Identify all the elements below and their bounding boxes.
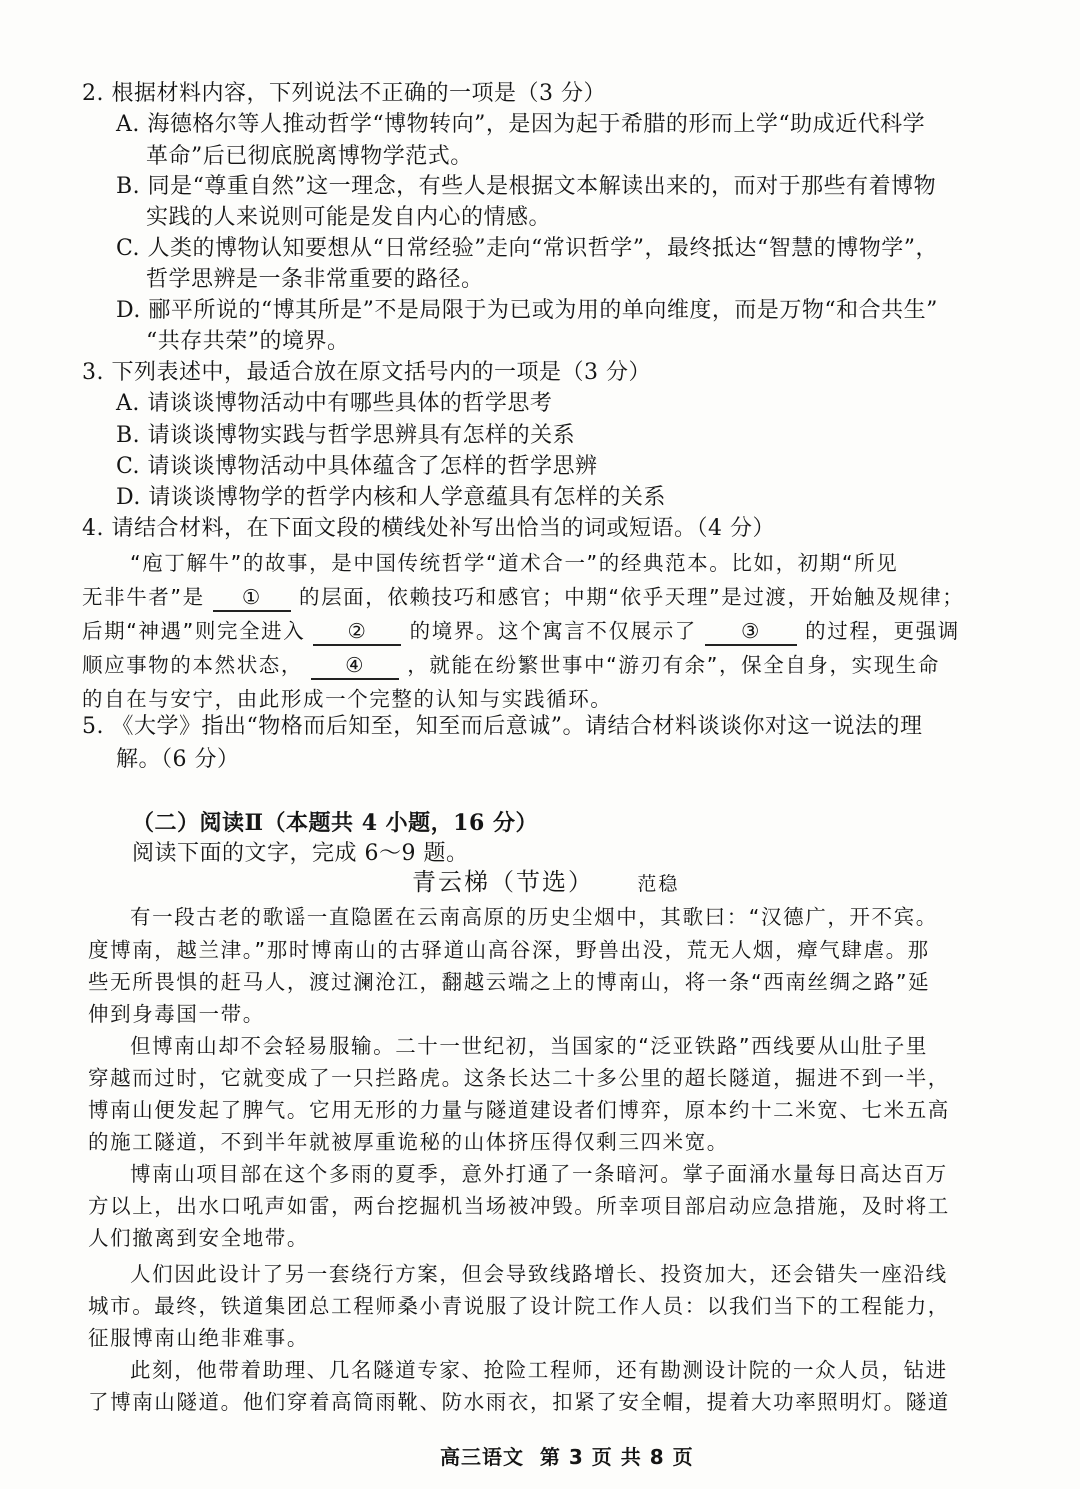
q5-line2: 解。（6 分）	[116, 747, 240, 772]
passage-line: 了博南山隧道。他们穿着高筒雨靴、防水雨衣，扣紧了安全帽，提着大功率照明灯。隧道	[88, 1390, 950, 1414]
q2-option-c-line2: 哲学思辨是一条非常重要的路径。	[146, 267, 484, 292]
q4-text-line3	[82, 616, 960, 646]
passage-title-row	[412, 867, 679, 899]
passage-line: 度博南，越兰津。”那时博南山的古驿道山高谷深，野兽出没，荒无人烟，瘴气肆虐。那	[88, 938, 930, 962]
blank-1-marker: ①	[241, 585, 262, 609]
passage-title: 青云梯（节选）	[412, 868, 594, 896]
q4-text-line4	[82, 650, 940, 680]
passage-line: 征服博南山绝非难事。	[88, 1326, 309, 1350]
passage-line: 人们撤离到安全地带。	[88, 1226, 309, 1250]
q3-option-a: A. 请谈谈博物活动中有哪些具体的哲学思考	[116, 391, 553, 416]
blank-3[interactable]	[705, 618, 797, 646]
q4-text-line2	[82, 582, 964, 612]
q3-stem: 3. 下列表述中，最适合放在原文括号内的一项是（3 分）	[82, 360, 651, 385]
passage-line: 博南山便发起了脾气。它用无形的力量与隧道建设者们博弈，原本约十二米宽、七米五高	[88, 1098, 950, 1122]
q2-option-d-line1: D. 郦平所说的“博其所是”不是局限于为已或为用的单向维度，而是万物“和合共生”	[116, 298, 938, 323]
q4-text-line3-end: 的过程，更强调	[805, 619, 960, 643]
passage-line: 的施工隧道，不到半年就被厚重诡秘的山体挤压得仅剩三四米宽。	[88, 1130, 729, 1154]
passage-author: 范稳	[637, 873, 680, 895]
q3-option-c: C. 请谈谈博物活动中具体蕴含了怎样的哲学思辨	[116, 454, 598, 479]
passage-line: 有一段古老的歌谣一直隐匿在云南高原的历史尘烟中，其歌曰：“汉德广，开不宾。	[130, 905, 938, 929]
q4-text-line2-start: 无非牛者”是	[82, 585, 205, 609]
q4-text-line2-end: 的层面，依赖技巧和感官；中期“依乎天理”是过渡，开始触及规律；	[298, 585, 965, 609]
q2-option-b-line2: 实践的人来说则可能是发自内心的情感。	[146, 205, 552, 230]
q2-stem: 2. 根据材料内容，下列说法不正确的一项是（3 分）	[82, 81, 606, 106]
q4-text-line3-mid: 的境界。这个寓言不仅展示了	[409, 619, 697, 643]
passage-line: 方以上，出水口吼声如雷，两台挖掘机当场被冲毁。所幸项目部启动应急措施，及时将工	[88, 1194, 950, 1218]
blank-4-marker: ④	[345, 653, 366, 677]
q4-text-line5: 的自在与安宁，由此形成一个完整的认知与实践循环。	[82, 687, 613, 711]
passage-line: 此刻，他带着助理、几名隧道专家、抢险工程师，还有勘测设计院的一众人员，钻进	[130, 1358, 948, 1382]
q5-line1: 5. 《大学》指出“物格而后知至，知至而后意诚”。请结合材料谈谈你对这一说法的理	[82, 714, 923, 739]
passage-line: 穿越而过时，它就变成了一只拦路虎。这条长达二十多公里的超长隧道，掘进不到一半，	[88, 1066, 950, 1090]
blank-4[interactable]	[311, 652, 399, 680]
passage-line: 但博南山却不会轻易服输。二十一世纪初，当国家的“泛亚铁路”西线要从山肚子里	[130, 1034, 928, 1058]
blank-1[interactable]	[213, 584, 291, 612]
q2-option-b-line1: B. 同是“尊重自然”这一理念，有些人是根据文本解读出来的，而对于那些有着博物	[116, 174, 937, 199]
section-2-heading: （二）阅读Ⅱ（本题共 4 小题，16 分）	[132, 810, 538, 836]
q4-text-line1: “庖丁解牛”的故事，是中国传统哲学“道术合一”的经典范本。比如，初期“所见	[130, 551, 899, 575]
q2-option-a-line2: 革命”后已彻底脱离博物学范式。	[146, 144, 473, 169]
page-footer: 高三语文 第 3 页 共 8 页	[440, 1445, 694, 1469]
q3-option-b: B. 请谈谈博物实践与哲学思辨具有怎样的关系	[116, 423, 576, 448]
q2-option-a-line1: A. 海德格尔等人推动哲学“博物转向”，是因为起于希腊的形而上学“助成近代科学	[116, 112, 926, 137]
q4-text-line4-start: 顺应事物的本然状态，	[82, 653, 303, 677]
q2-option-d-line2: “共存共荣”的境界。	[146, 329, 350, 354]
passage-line: 些无所畏惧的赶马人，渡过澜沧江，翻越云端之上的博南山，将一条“西南丝绸之路”延	[88, 970, 931, 994]
q4-stem: 4. 请结合材料，在下面文段的横线处补写出恰当的词或短语。（4 分）	[82, 516, 775, 541]
passage-line: 博南山项目部在这个多雨的夏季，意外打通了一条暗河。掌子面涌水量每日高达百万	[130, 1162, 948, 1186]
passage-line: 人们因此设计了另一套绕行方案，但会导致线路增长、投资加大，还会错失一座沿线	[130, 1262, 948, 1286]
blank-2-marker: ②	[347, 619, 368, 643]
q4-text-line4-end: ，就能在纷繁世事中“游刃有余”，保全自身，实现生命	[407, 653, 940, 677]
q2-option-c-line1: C. 人类的博物认知要想从“日常经验”走向“常识哲学”，最终抵达“智慧的博物学”，	[116, 236, 939, 261]
q3-option-d: D. 请谈谈博物学的哲学内核和人学意蕴具有怎样的关系	[116, 485, 666, 510]
blank-2[interactable]	[313, 618, 401, 646]
passage-line: 伸到身毒国一带。	[88, 1002, 265, 1026]
section-2-instruction: 阅读下面的文字，完成 6～9 题。	[132, 841, 469, 866]
q4-text-line3-start: 后期“神遇”则完全进入	[82, 619, 306, 643]
passage-line: 城市。最终，铁道集团总工程师桑小青说服了设计院工作人员：以我们当下的工程能力，	[88, 1294, 950, 1318]
blank-3-marker: ③	[741, 619, 762, 643]
